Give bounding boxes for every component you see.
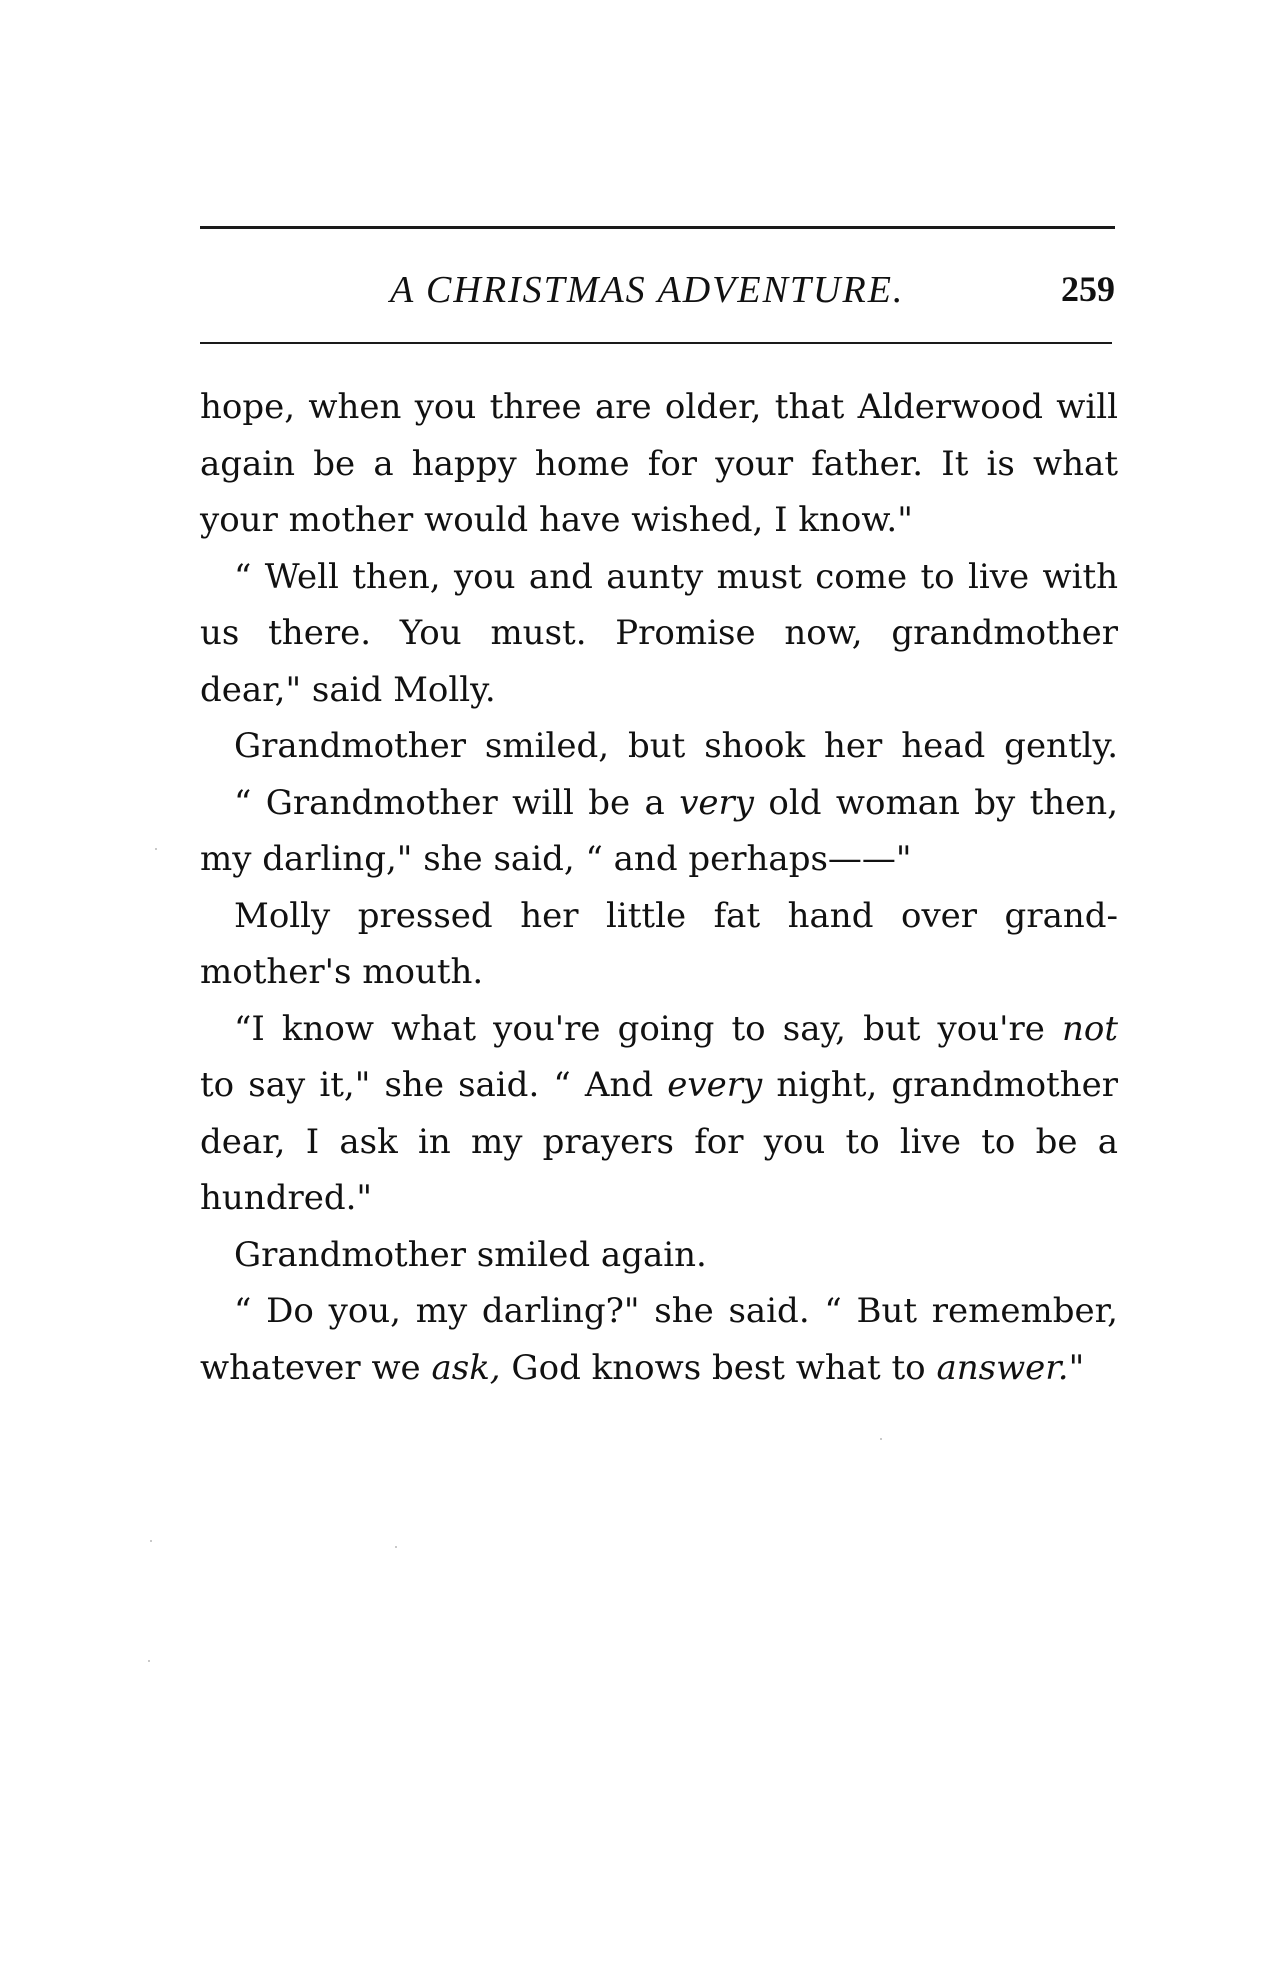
text-segment: old woman by then, <box>754 782 1118 823</box>
emphasis: very <box>679 782 754 823</box>
text-line: Grandmother smiled again. <box>234 1234 707 1275</box>
text-line: dear, I ask in my prayers for you to live to be a <box>200 1121 1118 1162</box>
emphasis: answer. <box>936 1347 1069 1388</box>
text-segment: whatever we <box>200 1347 432 1388</box>
text-segment: to say it," she said. “ And <box>200 1065 668 1105</box>
body-text <box>200 379 1118 1396</box>
text-line <box>200 1057 1118 1114</box>
emphasis: not <box>1061 1008 1118 1049</box>
text-line: Grandmother smiled, but shook her head gently. <box>234 726 1118 766</box>
text-segment: God knows best what to <box>500 1347 937 1388</box>
header-top-rule <box>200 226 1115 229</box>
running-head-title: A CHRISTMAS ADVENTURE. <box>390 269 905 311</box>
emphasis: ask, <box>431 1347 501 1388</box>
paper-speck <box>148 1660 150 1662</box>
text-line: hope, when you three are older, that Alderwood will <box>200 387 1118 427</box>
text-line <box>200 775 1118 832</box>
text-line: “ Well then, you and aunty must come to live with <box>234 556 1118 597</box>
paper-speck <box>155 848 157 850</box>
text-line: your mother would have wished, I know." <box>200 500 913 540</box>
header-bottom-rule <box>200 342 1112 344</box>
text-line: hundred." <box>200 1178 373 1218</box>
text-segment: “ Grandmother will be a <box>234 782 680 823</box>
text-line: us there. You must. Promise now, grandmother <box>200 613 1118 653</box>
text-line <box>200 1340 1118 1397</box>
text-segment: night, grandmother <box>762 1065 1118 1105</box>
text-segment: " <box>1068 1347 1085 1388</box>
page-number: 259 <box>1061 269 1115 309</box>
text-line: mother's mouth. <box>200 952 484 992</box>
text-line <box>200 1001 1118 1058</box>
paper-speck <box>395 1546 397 1548</box>
text-line: again be a happy home for your father. It is what <box>200 443 1118 484</box>
paper-speck <box>150 1540 152 1542</box>
paper-speck <box>880 1438 882 1440</box>
running-head <box>200 268 1115 318</box>
text-line: Molly pressed her little fat hand over grand- <box>234 895 1118 936</box>
emphasis: every <box>667 1065 763 1105</box>
text-line: dear," said Molly. <box>200 669 496 710</box>
text-segment: “I know what you're going to say, but you're <box>234 1008 1062 1049</box>
text-line: my darling," she said, “ and perhaps——" <box>200 839 912 879</box>
text-line: “ Do you, my darling?" she said. “ But remember, <box>234 1291 1118 1331</box>
